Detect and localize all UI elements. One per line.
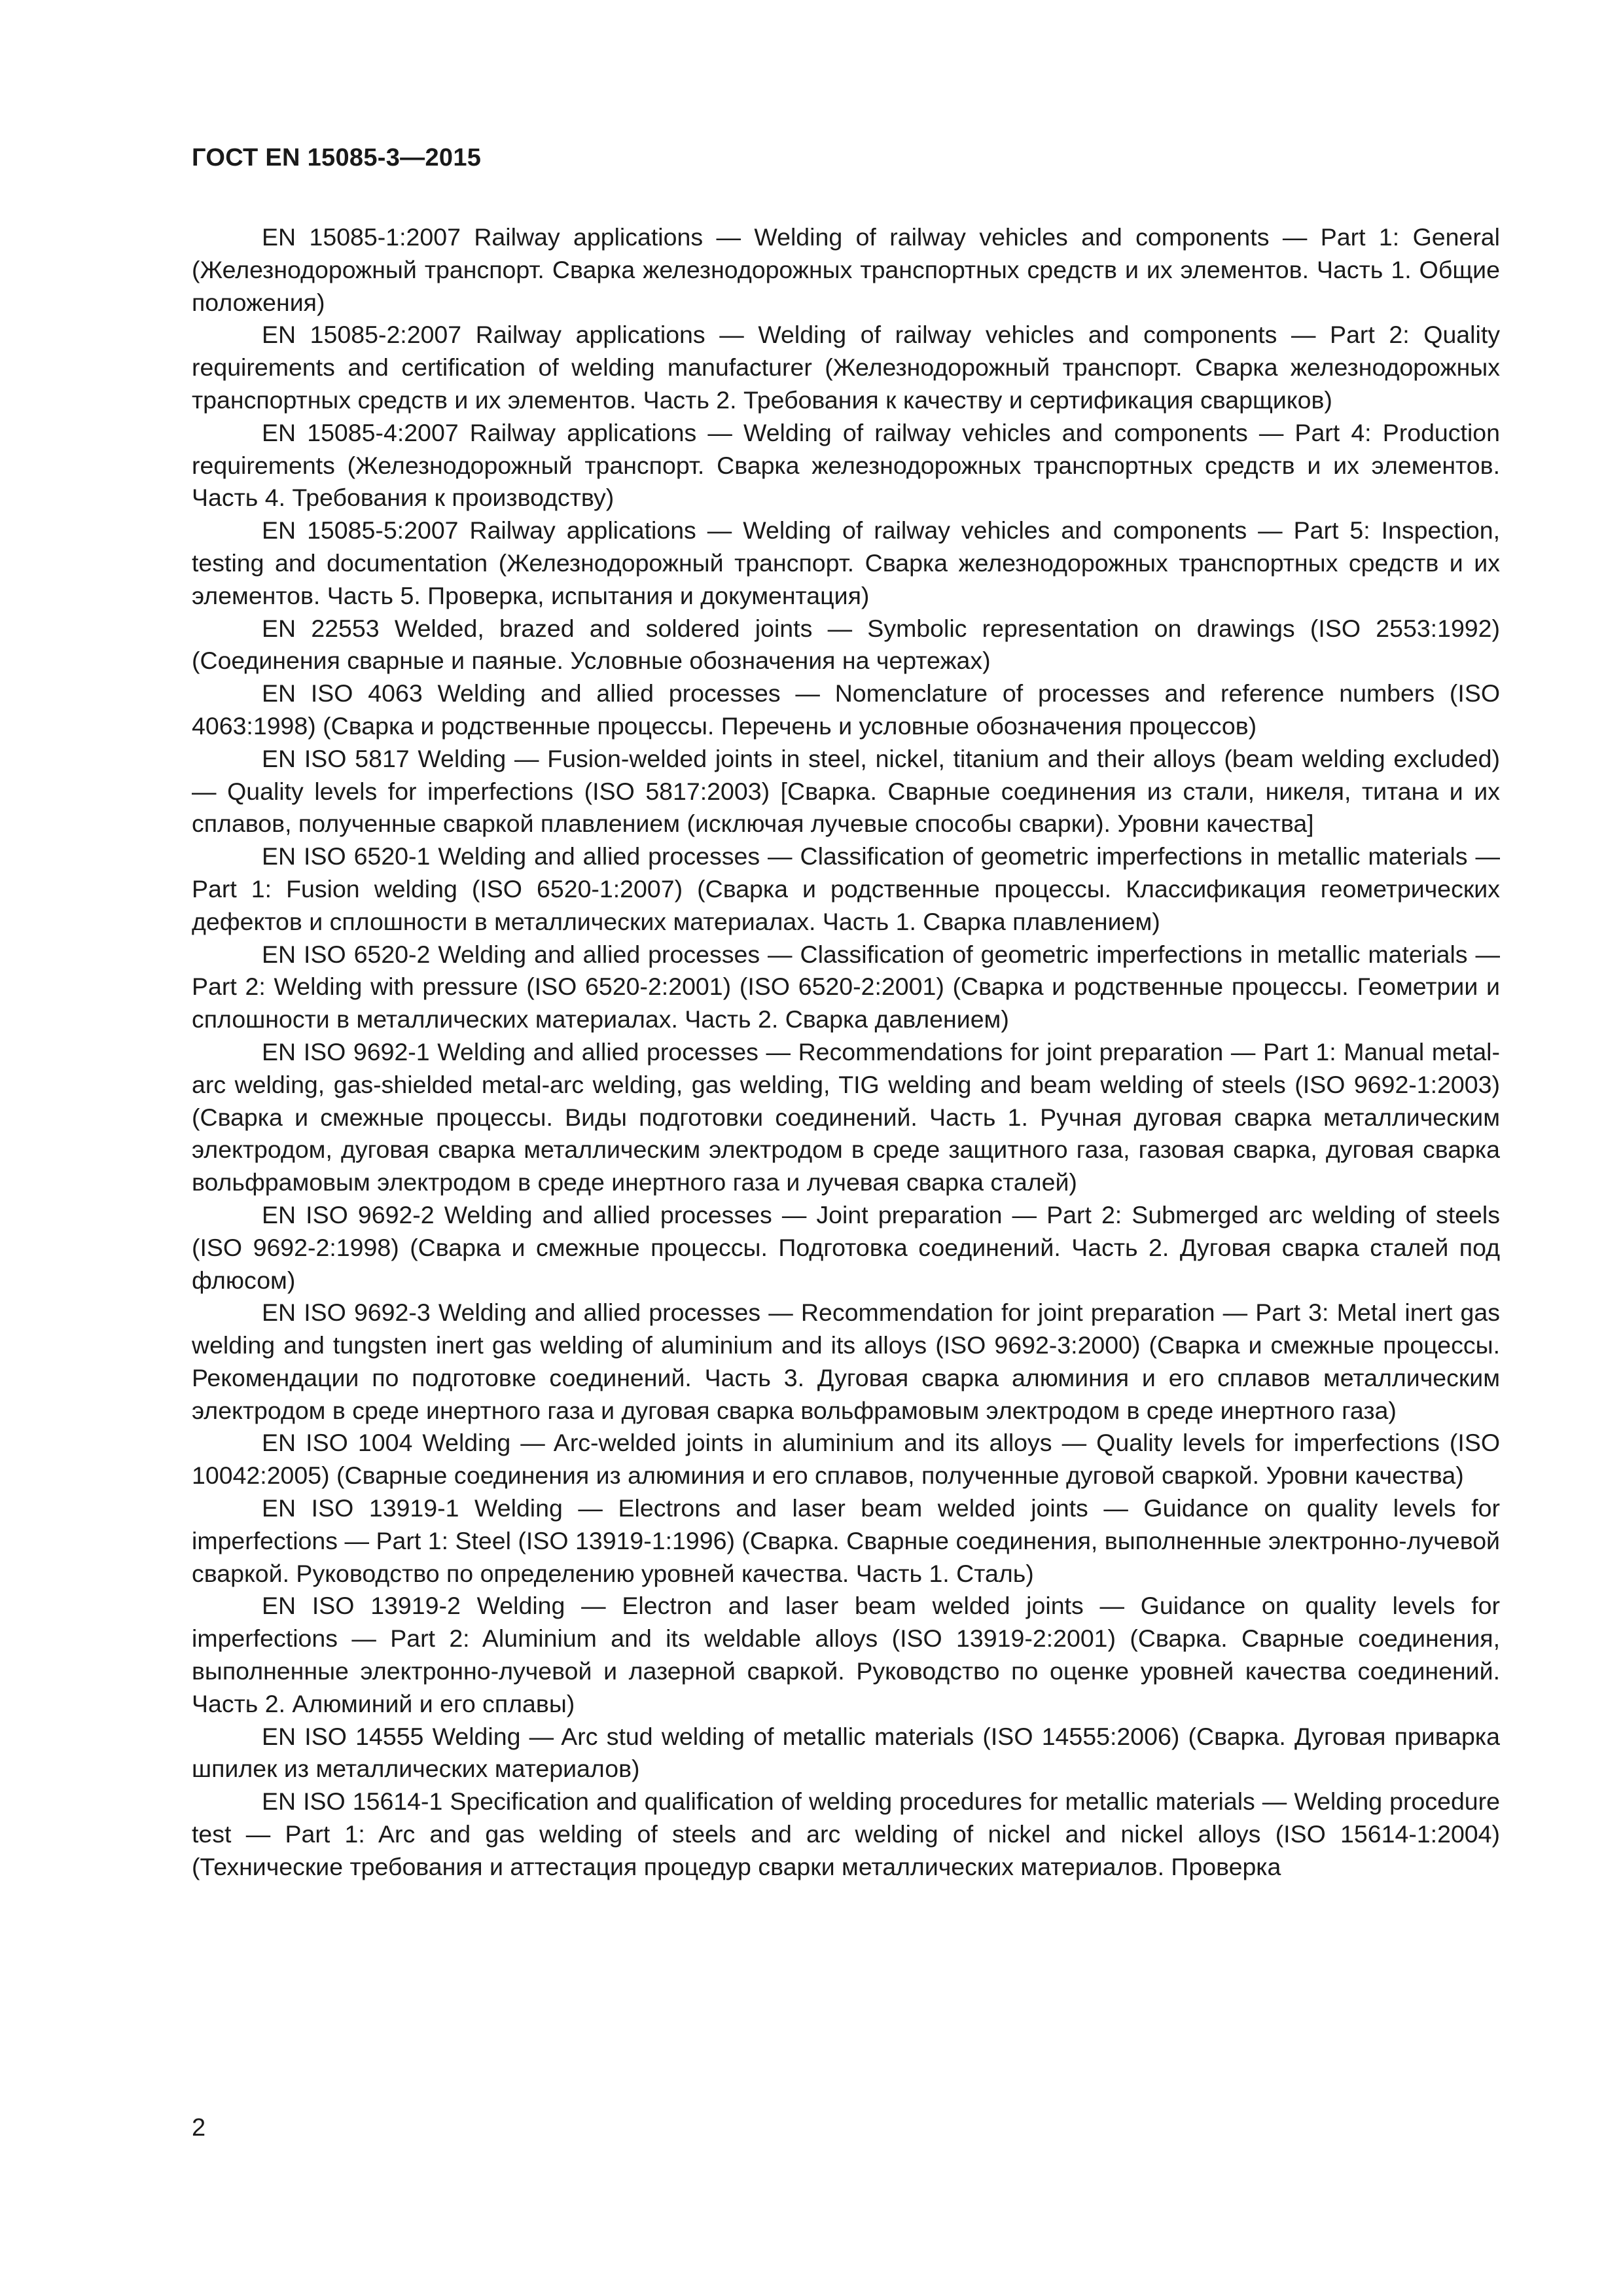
page-header: ГОСТ EN 15085-3—2015: [192, 144, 482, 171]
page-number: 2: [192, 2114, 206, 2142]
reference-item: EN ISO 14555 Welding — Arc stud welding of metallic materials (ISO 14555:2006) (Сварка. Дуговая приварка шпилек из металлических материалов): [192, 1722, 1500, 1783]
reference-item: EN ISO 5817 Welding — Fusion-welded joints in steel, nickel, titanium and their alloys (beam welding excluded) — Quality levels for imperfections (ISO 5817:2003) [Сварка. Сварные соединения из стали, никеля, титана и их сплавов, полученные сваркой плавлением (исключая лучевые способы сварки). Уровни качества]: [192, 744, 1500, 838]
reference-item: EN ISO 9692-3 Welding and allied processes — Recommendation for joint preparation — Part 3: Metal inert gas welding and tungsten inert gas welding of aluminium and its alloys (ISO 9692-3:2000) (Сварка и смежные процессы. Рекомендации по подготовке соединений. Часть 3. Дуговая сварка алюминия и его сплавов металлическим электродом в среде инертного газа и дуговая сварка вольфрамовым электродом в среде инертного газа): [192, 1299, 1500, 1424]
reference-item: EN ISO 15614-1 Specification and qualification of welding procedures for metallic materials — Welding procedure test — Part 1: Arc and gas welding of steels and arc welding of nickel and nickel alloys (ISO 15614-1:2004) (Технические требования и аттестация процедур сварки металлических материалов. Проверка: [192, 1787, 1500, 1880]
reference-item: EN 15085-5:2007 Railway applications — Welding of railway vehicles and components — Part 5: Inspection, testing and documentation (Железнодорожный транспорт. Сварка железнодорожных транспортных средств и их элементов. Часть 5. Проверка, испытания и документация): [192, 516, 1500, 609]
reference-item: EN ISO 1004 Welding — Arc-welded joints in aluminium and its alloys — Quality levels for imperfections (ISO 10042:2005) (Сварные соединения из алюминия и его сплавов, полученные дуговой сваркой. Уровни качества): [192, 1429, 1500, 1490]
reference-item: EN 15085-4:2007 Railway applications — Welding of railway vehicles and components — Part 4: Production requirements (Железнодорожный транспорт. Сварка железнодорожных транспортных средств и их элементов. Часть 4. Требования к производству): [192, 418, 1500, 512]
reference-item: EN 15085-1:2007 Railway applications — Welding of railway vehicles and components — Part 1: General (Железнодорожный транспорт. Сварка железнодорожных транспортных средств и их элементов. Часть 1. Общие положения): [192, 223, 1500, 316]
reference-item: EN ISO 6520-2 Welding and allied processes — Classification of geometric imperfections in metallic materials — Part 2: Welding with pressure (ISO 6520-2:2001) (ISO 6520-2:2001) (Сварка и родственные процессы. Геометрии и сплошности в металлических материалах. Часть 2. Сварка давлением): [192, 940, 1500, 1033]
reference-item: EN 22553 Welded, brazed and soldered joints — Symbolic representation on drawings (ISO 2553:1992) (Соединения сварные и паяные. Условные обозначения на чертежах): [192, 614, 1500, 675]
reference-item: EN ISO 9692-2 Welding and allied processes — Joint preparation — Part 2: Submerged arc welding of steels (ISO 9692-2:1998) (Сварка и смежные процессы. Подготовка соединений. Часть 2. Дуговая сварка сталей под флюсом): [192, 1200, 1500, 1294]
reference-item: EN ISO 13919-2 Welding — Electron and laser beam welded joints — Guidance on quality levels for imperfections — Part 2: Aluminium and its weldable alloys (ISO 13919-2:2001) (Сварка. Сварные соединения, выполненные электронно-лучевой и лазерной сваркой. Руководство по оценке уровней качества соединений. Часть 2. Алюминий и его сплавы): [192, 1592, 1500, 1717]
reference-item: EN ISO 6520-1 Welding and allied processes — Classification of geometric imperfections in metallic materials — Part 1: Fusion welding (ISO 6520-1:2007) (Сварка и родственные процессы. Классификация геометрических дефектов и сплошности в металлических материалах. Часть 1. Сварка плавлением): [192, 842, 1500, 935]
reference-item: EN ISO 13919-1 Welding — Electrons and laser beam welded joints — Guidance on quality levels for imperfections — Part 1: Steel (ISO 13919-1:1996) (Сварка. Сварные соединения, выполненные электронно-лучевой сваркой. Руководство по определению уровней качества. Часть 1. Сталь): [192, 1494, 1500, 1587]
normative-references: [192, 221, 1500, 1884]
reference-item: EN ISO 9692-1 Welding and allied processes — Recommendations for joint preparation — Part 1: Manual metal-arc welding, gas-shielded metal-arc welding, gas welding, TIG welding and beam welding of steels (ISO 9692-1:2003) (Сварка и смежные процессы. Виды подготовки соединений. Часть 1. Ручная дуговая сварка металлическим электродом, дуговая сварка металлическим электродом в среде защитного газа, газовая сварка, дуговая сварка вольфрамовым электродом в среде инертного газа и лучевая сварка сталей): [192, 1037, 1500, 1196]
reference-item: EN ISO 4063 Welding and allied processes — Nomenclature of processes and reference numbers (ISO 4063:1998) (Сварка и родственные процессы. Перечень и условные обозначения процессов): [192, 679, 1500, 740]
reference-item: EN 15085-2:2007 Railway applications — Welding of railway vehicles and components — Part 2: Quality requirements and certification of welding manufacturer (Железнодорожный транспорт. Сварка железнодорожных транспортных средств и их элементов. Часть 2. Требования к качеству и сертификация сварщиков): [192, 321, 1500, 414]
